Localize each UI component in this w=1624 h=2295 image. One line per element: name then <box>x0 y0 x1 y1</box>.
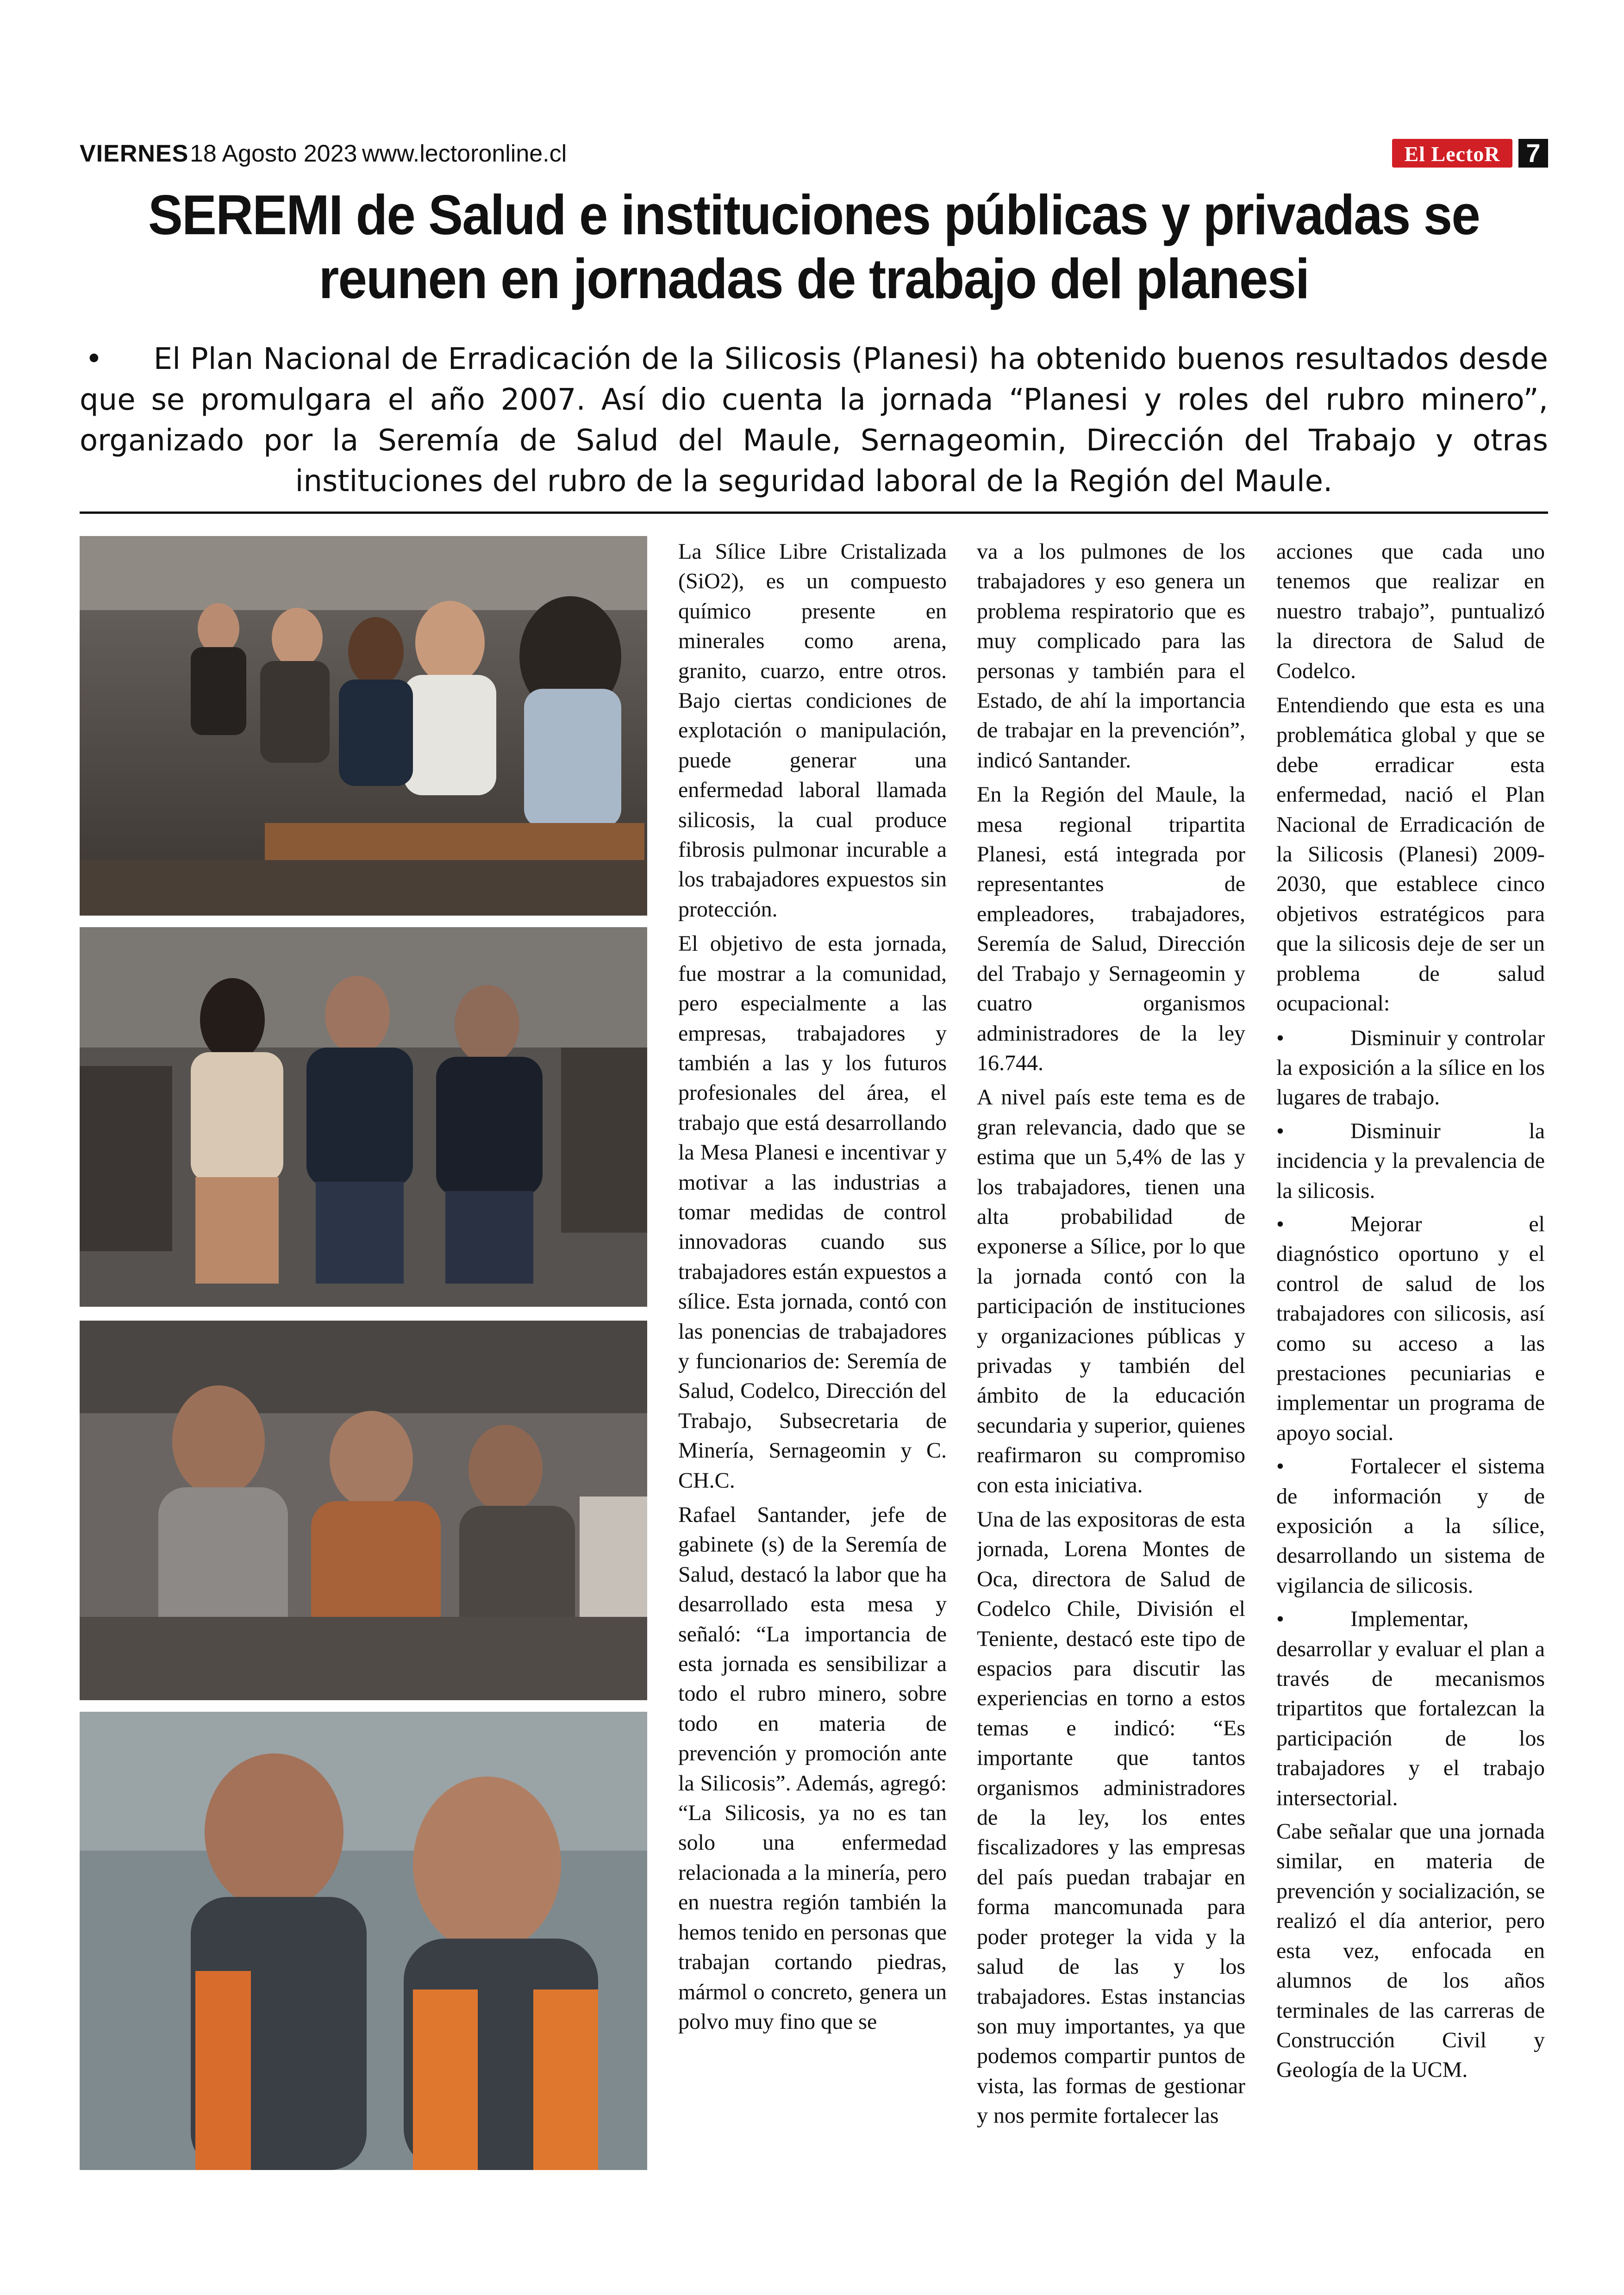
logo-text: El LectoR <box>1404 142 1500 166</box>
bullet-icon: • <box>1276 1454 1284 1479</box>
page-header <box>80 139 1548 176</box>
paragraph: A nivel país este tema es de gran relevancia, dado que se estima que un 5,4% de las y los trabajadores, tienen una alta probabilidad de exponerse a Sílice, por lo que la jornada contó con la participación de instituciones y organizaciones públicas y privadas y también del ámbito de la educación secundaria y superior, quienes reafirmaron su compromiso con esta iniciativa. <box>977 1085 1245 1497</box>
newspaper-logo <box>1392 139 1512 168</box>
paragraph: acciones que cada uno tenemos que realizar en nuestro trabajo”, puntualizó la directora de Salud de Codelco. <box>1276 539 1545 683</box>
objective-list-item <box>1276 1604 1545 1813</box>
objective-text: Disminuir y controlar la exposición a la sílice en los lugares de trabajo. <box>1276 1025 1545 1110</box>
paragraph: Entendiendo que esta es una problemática global y que se debe erradicar esta enfermedad, nació el Plan Nacional de Erradicación de la Silicosis (Planesi) 2009-2030, que establece cinco objetivos estratégicos para que la silicosis deje de ser un problema de salud ocupacional: <box>1276 693 1545 1016</box>
bullet-icon: • <box>1276 1607 1284 1632</box>
bullet-icon: • <box>1276 1025 1284 1050</box>
paragraph: La Sílice Libre Cristalizada (SiO2), es un compuesto químico presente en minerales como arena, granito, cuarzo, entre otros. Bajo ciertas condiciones de explotación o manipulación, puede generar una enfermedad laboral llamada silicosis, la cual produce fibrosis pulmonar incurable a los trabajadores expuestos sin protección. <box>678 539 947 922</box>
article-column-1 <box>678 537 947 2194</box>
paragraph: va a los pulmones de los trabajadores y eso genera un problema respiratorio que es muy complicado para las personas y también para el Estado, de ahí la importancia de trabajar en la prevención”, indicó Santander. <box>977 539 1245 773</box>
bullet-icon: • <box>1276 1118 1284 1143</box>
objective-list-item <box>1276 1116 1545 1206</box>
paragraph: Cabe señalar que una jornada similar, en materia de prevención y socialización, se realizó el día anterior, pero esta vez, enfocada en alumnos de los años terminales de las carreras de Construcción Civil y Geología de la UCM. <box>1276 1819 1545 2083</box>
paragraph: Rafael Santander, jefe de gabinete (s) de la Seremía de Salud, destacó la labor que ha desarrollado esta mesa y señaló: “La importancia de esta jornada es sensibilizar a todo el rubro minero, sobre todo en materia de prevención y promoción ante la Silicosis”. Además, agregó: “La Silicosis, ya no es tan solo una enfermedad relacionada a la minería, pero en nuestra región también la hemos tenido en personas que trabajan cortando piedras, mármol o concreto, genera un polvo muy fino que se <box>678 1503 947 2034</box>
photo-audience-attendees <box>80 927 647 1307</box>
section-divider <box>80 511 1548 514</box>
paragraph: El objetivo de esta jornada, fue mostrar a la comunidad, pero especialmente a las empresas, trabajadores y también a las y los futuros profesionales del área, el trabajo que está desarrollando la Mesa Planesi e incentivar y motivar a las industrias a tomar medidas de control innovadoras cuando sus trabajadores están expuestos a sílice. Esta jornada, contó con las ponencias de trabajadores y funcionarios de: Seremía de Salud, Codelco, Dirección del Trabajo, Subsecretaria de Minería, Sernageomin y C. CH.C. <box>678 931 947 1493</box>
objective-list-item <box>1276 1023 1545 1113</box>
header-url[interactable]: www.lectoronline.cl <box>362 140 567 167</box>
headline: SEREMI de Salud e instituciones públicas y privadas se reunen en jornadas de trabajo del planesi <box>148 183 1480 310</box>
page-number: 7 <box>1518 139 1548 168</box>
objective-text: Implementar, desarrollar y evaluar el plan a través de mecanismos tripartitos que fortalezcan la participación de los trabajadores y el trabajo intersectorial. <box>1276 1607 1545 1810</box>
article-column-2 <box>977 537 1245 2194</box>
objective-list-item <box>1276 1452 1545 1601</box>
header-date: 18 Agosto 2023 <box>190 140 357 167</box>
objective-text: Disminuir la incidencia y la prevalencia de la silicosis. <box>1276 1118 1545 1203</box>
objective-text: Mejorar el diagnóstico oportuno y el control de salud de los trabajadores con silicosis, así como su acceso a las prestaciones pecuniarias e implementar un programa de apoyo social. <box>1276 1211 1545 1445</box>
lead-paragraph <box>80 339 1548 502</box>
article-column-3 <box>1276 537 1545 2194</box>
header-day: VIERNES <box>80 140 189 167</box>
objective-text: Fortalecer el sistema de información y de exposición a la sílice, desarrollando un sistema de vigilancia de silicosis. <box>1276 1454 1545 1598</box>
photo-workers-listening <box>80 1321 647 1700</box>
paragraph: En la Región del Maule, la mesa regional tripartita Planesi, está integrada por representantes de empleadores, trabajadores, Seremía de Salud, Dirección del Trabajo y Sernageomin y cuatro organismos administradores de la ley 16.744. <box>977 782 1245 1075</box>
photo-audience-seated-rows <box>80 536 647 916</box>
paragraph: Una de las expositoras de esta jornada, Lorena Montes de Oca, directora de Salud de Codelco Chile, División el Teniente, destacó este tipo de espacios para discutir las experiencias en torno a estos temas e indicó: “Es importante que tantos organismos administradores de la ley, los entes fiscalizadores y las empresas del país puedan trabajar en forma mancomunada para poder proteger la vida y la salud de las y los trabajadores. Estas instancias son muy importantes, ya que podemos compartir puntos de vista, las formas de gestionar y nos permite fortalecer las <box>977 1507 1245 2128</box>
photo-workers-closeup <box>80 1712 647 2170</box>
bullet-icon: • <box>1276 1211 1284 1236</box>
lead-bullet: • <box>85 342 103 376</box>
objective-list-item <box>1276 1210 1545 1448</box>
lead-text: El Plan Nacional de Erradicación de la Silicosis (Planesi) ha obtenido buenos resultados desde que se promulgara el año 2007. Así dio cuenta la jornada “Planesi y roles del rubro minero”, organizado por la Seremía de Salud del Maule, Sernageomin, Dirección del Trabajo y otras instituciones del rubro de la seguridad laboral de la Región del Maule. <box>80 342 1548 499</box>
